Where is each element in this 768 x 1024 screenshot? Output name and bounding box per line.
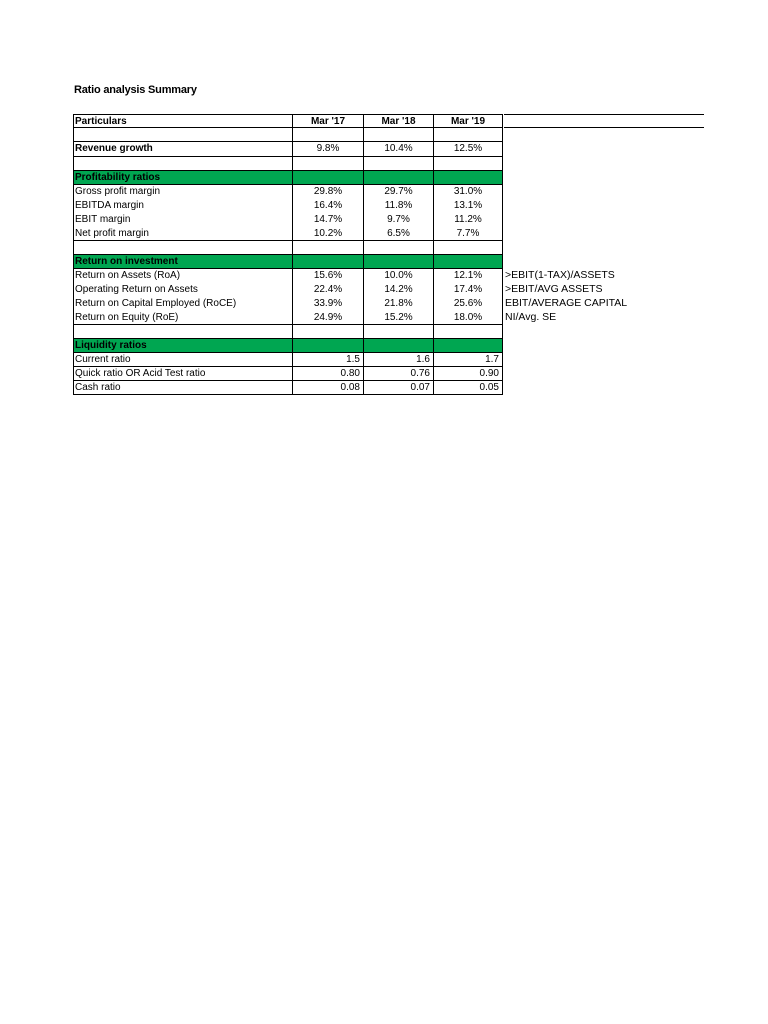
header-mar-19[interactable]: Mar '19	[433, 114, 503, 128]
section-cell[interactable]	[292, 171, 363, 185]
section-label[interactable]: Return on investment	[73, 255, 292, 269]
value-mar-18[interactable]: 11.8%	[363, 199, 433, 213]
formula-note[interactable]: >EBIT/AVG ASSETS	[505, 283, 603, 295]
section-cell[interactable]	[363, 255, 433, 269]
blank-cell[interactable]	[363, 241, 433, 255]
value-mar-19[interactable]: 0.90	[433, 367, 503, 381]
header-mar-18[interactable]: Mar '18	[363, 114, 433, 128]
formula-note[interactable]: NI/Avg. SE	[505, 311, 557, 323]
value-mar-19[interactable]: 25.6%	[433, 297, 503, 311]
section-cell[interactable]	[363, 171, 433, 185]
blank-cell[interactable]	[433, 325, 503, 339]
blank-cell[interactable]	[73, 128, 292, 142]
value-mar-19[interactable]: 1.7	[433, 353, 503, 367]
value-mar-19[interactable]: 11.2%	[433, 213, 503, 227]
row-label[interactable]: Gross profit margin	[73, 185, 292, 199]
value-mar-17[interactable]: 1.5	[292, 353, 363, 367]
value-mar-18[interactable]: 21.8%	[363, 297, 433, 311]
value-mar-17[interactable]: 16.4%	[292, 199, 363, 213]
row-label[interactable]: Return on Assets (RoA)	[73, 269, 292, 283]
value-mar-19[interactable]: 31.0%	[433, 185, 503, 199]
blank-cell[interactable]	[433, 128, 503, 142]
section-label[interactable]: Profitability ratios	[73, 171, 292, 185]
value-mar-19[interactable]: 12.1%	[433, 269, 503, 283]
row-label[interactable]: EBITDA margin	[73, 199, 292, 213]
value-mar-17[interactable]: 24.9%	[292, 311, 363, 325]
value-mar-17[interactable]: 14.7%	[292, 213, 363, 227]
blank-cell[interactable]	[292, 128, 363, 142]
blank-cell[interactable]	[433, 241, 503, 255]
header-particulars[interactable]: Particulars	[73, 114, 292, 128]
row-label[interactable]: Quick ratio OR Acid Test ratio	[73, 367, 292, 381]
blank-cell[interactable]	[363, 325, 433, 339]
formula-note[interactable]: EBIT/AVERAGE CAPITAL	[505, 297, 628, 309]
blank-cell[interactable]	[292, 325, 363, 339]
value-mar-17[interactable]: 22.4%	[292, 283, 363, 297]
value-mar-17[interactable]: 29.8%	[292, 185, 363, 199]
value-mar-18[interactable]: 1.6	[363, 353, 433, 367]
header-extra-cell[interactable]	[504, 114, 704, 128]
row-label[interactable]: EBIT margin	[73, 213, 292, 227]
value-mar-19[interactable]: 7.7%	[433, 227, 503, 241]
value-mar-18[interactable]: 0.07	[363, 381, 433, 395]
section-cell[interactable]	[433, 255, 503, 269]
blank-cell[interactable]	[433, 157, 503, 171]
value-mar-17[interactable]: 0.08	[292, 381, 363, 395]
value-mar-18[interactable]: 10.4%	[363, 142, 433, 157]
value-mar-18[interactable]: 0.76	[363, 367, 433, 381]
blank-cell[interactable]	[292, 241, 363, 255]
value-mar-17[interactable]: 33.9%	[292, 297, 363, 311]
formula-note[interactable]: >EBIT(1-TAX)/ASSETS	[505, 269, 615, 281]
row-label[interactable]: Current ratio	[73, 353, 292, 367]
blank-cell[interactable]	[292, 157, 363, 171]
row-label[interactable]: Operating Return on Assets	[73, 283, 292, 297]
value-mar-19[interactable]: 18.0%	[433, 311, 503, 325]
value-mar-17[interactable]: 10.2%	[292, 227, 363, 241]
header-mar-17[interactable]: Mar '17	[292, 114, 363, 128]
value-mar-18[interactable]: 14.2%	[363, 283, 433, 297]
value-mar-18[interactable]: 6.5%	[363, 227, 433, 241]
value-mar-18[interactable]: 15.2%	[363, 311, 433, 325]
sheet-title: Ratio analysis Summary	[74, 84, 197, 96]
section-cell[interactable]	[292, 255, 363, 269]
blank-cell[interactable]	[73, 325, 292, 339]
row-label[interactable]: Return on Equity (RoE)	[73, 311, 292, 325]
blank-cell[interactable]	[73, 241, 292, 255]
section-label[interactable]: Liquidity ratios	[73, 339, 292, 353]
blank-cell[interactable]	[73, 157, 292, 171]
value-mar-18[interactable]: 29.7%	[363, 185, 433, 199]
value-mar-19[interactable]: 0.05	[433, 381, 503, 395]
row-label[interactable]: Revenue growth	[73, 142, 292, 157]
value-mar-17[interactable]: 9.8%	[292, 142, 363, 157]
value-mar-19[interactable]: 12.5%	[433, 142, 503, 157]
value-mar-18[interactable]: 10.0%	[363, 269, 433, 283]
blank-cell[interactable]	[363, 157, 433, 171]
value-mar-18[interactable]: 9.7%	[363, 213, 433, 227]
row-label[interactable]: Net profit margin	[73, 227, 292, 241]
row-label[interactable]: Cash ratio	[73, 381, 292, 395]
section-cell[interactable]	[433, 339, 503, 353]
section-cell[interactable]	[363, 339, 433, 353]
section-cell[interactable]	[433, 171, 503, 185]
blank-cell[interactable]	[363, 128, 433, 142]
value-mar-19[interactable]: 17.4%	[433, 283, 503, 297]
value-mar-17[interactable]: 15.6%	[292, 269, 363, 283]
section-cell[interactable]	[292, 339, 363, 353]
value-mar-17[interactable]: 0.80	[292, 367, 363, 381]
row-label[interactable]: Return on Capital Employed (RoCE)	[73, 297, 292, 311]
value-mar-19[interactable]: 13.1%	[433, 199, 503, 213]
